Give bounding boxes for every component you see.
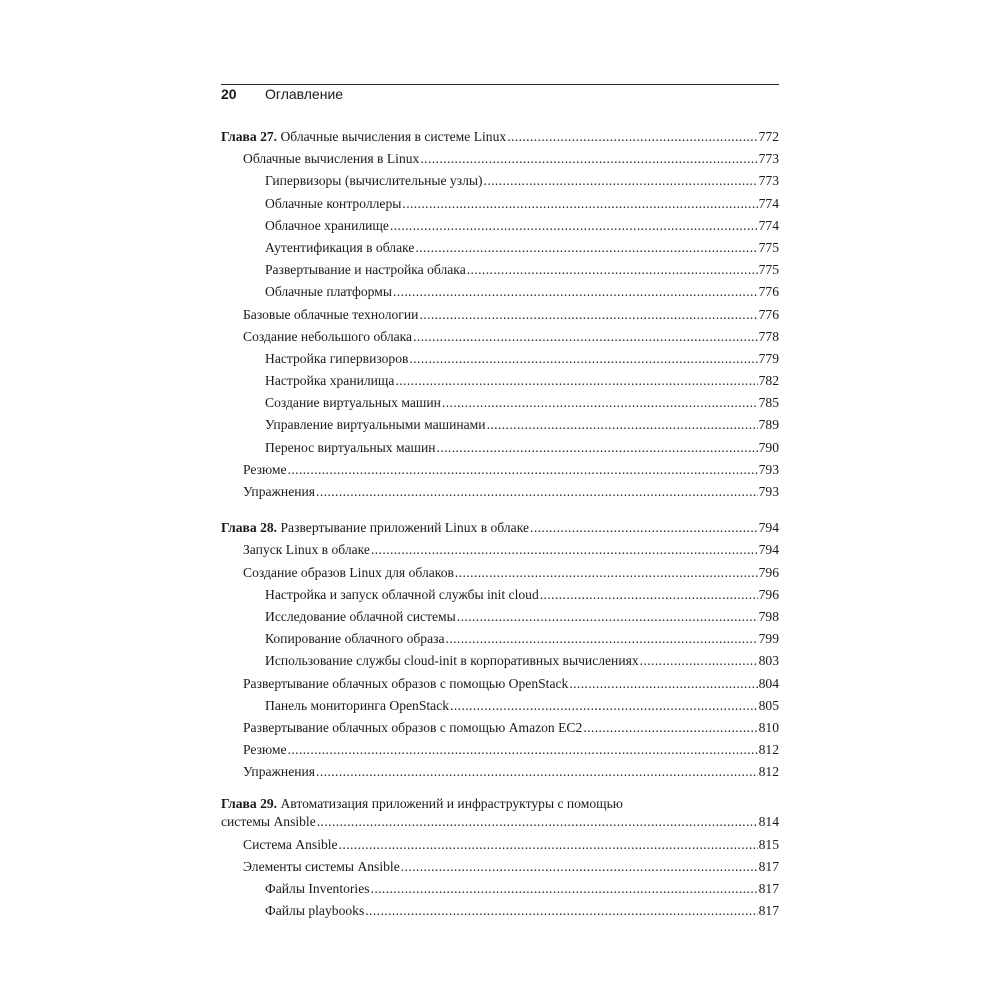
toc-section-entry[interactable] <box>221 326 779 348</box>
toc-subsection-entry[interactable] <box>221 281 779 303</box>
toc-section-entry[interactable] <box>221 761 779 783</box>
entry-title: Облачные контроллеры <box>265 195 402 211</box>
dot-leader <box>569 673 757 695</box>
toc-subsection-entry[interactable] <box>221 170 779 192</box>
entry-page: 775 <box>758 239 779 255</box>
entry-page: 804 <box>758 675 779 691</box>
dot-leader <box>467 259 758 281</box>
dot-leader <box>288 739 758 761</box>
toc-section-entry[interactable] <box>221 304 779 326</box>
toc-section-entry[interactable] <box>221 717 779 739</box>
page-number: 20 <box>221 86 237 102</box>
toc-subsection-entry[interactable] <box>221 584 779 606</box>
toc-subsection-entry[interactable] <box>221 606 779 628</box>
entry-page: 817 <box>758 903 779 919</box>
entry-page: 810 <box>758 719 779 735</box>
entry-title: Развертывание и настройка облака <box>265 262 466 278</box>
chapter-heading <box>221 517 529 539</box>
entry-page: 796 <box>758 586 779 602</box>
entry-page: 776 <box>758 306 779 322</box>
entry-title: Управление виртуальными машинами <box>265 417 486 433</box>
entry-page: 785 <box>758 395 779 411</box>
chapter-entry[interactable] <box>221 126 779 148</box>
entry-title: Файлы Inventories <box>265 881 370 896</box>
entry-title: Использование службы cloud-init в корпоративных вычислениях <box>265 653 639 669</box>
toc-section-entry[interactable] <box>221 148 779 170</box>
toc-section-entry[interactable] <box>221 539 779 561</box>
dot-leader <box>415 237 757 259</box>
dot-leader <box>365 900 757 922</box>
toc-section-entry[interactable] <box>221 481 779 503</box>
entry-page: 775 <box>758 262 779 278</box>
chapter-title-continued: системы Ansible <box>221 814 316 830</box>
entry-title: Создание образов Linux для облаков <box>243 564 454 580</box>
entry-page: 805 <box>758 697 779 713</box>
dot-leader <box>446 628 758 650</box>
entry-title: Запуск Linux в облаке <box>243 542 370 558</box>
dot-leader <box>393 281 758 303</box>
entry-title: Облачные вычисления в Linux <box>243 151 420 167</box>
chapter-page: 772 <box>758 129 779 144</box>
entry-title: Система Ansible <box>243 836 338 852</box>
toc-subsection-entry[interactable] <box>221 437 779 459</box>
chapter-heading-line <box>221 797 779 811</box>
entry-page: 776 <box>758 284 779 300</box>
toc-section-entry[interactable] <box>221 856 779 878</box>
toc-subsection-entry[interactable] <box>221 348 779 370</box>
toc-section-entry[interactable] <box>221 673 779 695</box>
entry-title: Настройка и запуск облачной службы init cloud <box>265 586 539 602</box>
dot-leader <box>487 414 758 436</box>
dot-leader <box>457 606 758 628</box>
entry-page: 803 <box>758 653 779 669</box>
chapter-block <box>221 126 779 503</box>
entry-title: Настройка гипервизоров <box>265 350 409 366</box>
chapter-page: 794 <box>758 520 779 536</box>
dot-leader <box>395 370 757 392</box>
toc-section-entry[interactable] <box>221 739 779 761</box>
entry-title: Развертывание облачных образов с помощью OpenStack <box>243 675 569 691</box>
entry-title: Элементы системы Ansible <box>243 858 400 874</box>
toc-subsection-entry[interactable] <box>221 215 779 237</box>
entry-title: Исследование облачной системы <box>265 608 456 624</box>
dot-leader <box>583 717 757 739</box>
toc-subsection-entry[interactable] <box>221 650 779 672</box>
dot-leader <box>316 481 758 503</box>
dot-leader <box>640 650 758 672</box>
entry-title: Перенос виртуальных машин <box>265 439 436 455</box>
entry-page: 778 <box>758 328 779 344</box>
entry-page: 793 <box>758 484 779 499</box>
entry-page: 774 <box>758 217 779 233</box>
dot-leader <box>288 459 758 481</box>
dot-leader <box>530 517 758 539</box>
dot-leader <box>413 326 758 348</box>
toc-section-entry[interactable] <box>221 834 779 856</box>
entry-title: Создание небольшого облака <box>243 328 413 344</box>
entry-page: 779 <box>758 350 779 366</box>
entry-title: Упражнения <box>243 764 316 780</box>
dot-leader <box>484 170 758 192</box>
chapter-block <box>221 797 779 922</box>
chapter-label: Глава 27. <box>221 129 278 144</box>
dot-leader <box>390 215 758 237</box>
entry-page: 812 <box>758 764 779 780</box>
toc-subsection-entry[interactable] <box>221 193 779 215</box>
chapter-title: Развертывание приложений Linux в облаке <box>280 520 530 536</box>
entry-page: 817 <box>758 858 779 874</box>
entry-title: Облачные платформы <box>265 284 392 300</box>
chapter-entry[interactable] <box>221 517 779 539</box>
entry-title: Аутентификация в облаке <box>265 239 415 255</box>
entry-page: 773 <box>758 173 779 189</box>
entry-page: 793 <box>758 461 779 477</box>
dot-leader <box>507 126 757 148</box>
toc-section-entry[interactable] <box>221 562 779 584</box>
chapter-block <box>221 517 779 783</box>
entry-page: 796 <box>758 564 779 580</box>
entry-title: Базовые облачные технологии <box>243 306 419 322</box>
entry-page: 774 <box>758 195 779 211</box>
dot-leader <box>402 193 757 215</box>
chapter-title: Автоматизация приложений и инфраструктуры с помощью <box>280 796 623 812</box>
chapter-title: Облачные вычисления в системе Linux <box>280 129 507 144</box>
toc-subsection-entry[interactable] <box>221 414 779 436</box>
entry-title: Панель мониторинга OpenStack <box>265 697 450 713</box>
entry-page: 789 <box>758 417 779 433</box>
dot-leader <box>455 562 758 584</box>
dot-leader <box>409 348 757 370</box>
toc-subsection-entry[interactable] <box>221 237 779 259</box>
entry-page: 794 <box>758 542 779 558</box>
entry-title: Развертывание облачных образов с помощью Amazon EC2 <box>243 719 583 735</box>
dot-leader <box>540 584 758 606</box>
chapter-entry[interactable] <box>221 811 779 833</box>
entry-title: Копирование облачного образа <box>265 631 445 647</box>
toc-subsection-entry[interactable] <box>221 370 779 392</box>
entry-title: Настройка хранилища <box>265 373 395 389</box>
entry-page: 815 <box>758 836 779 852</box>
toc-section-entry[interactable] <box>221 459 779 481</box>
toc-subsection-entry[interactable] <box>221 695 779 717</box>
entry-title: Упражнения <box>243 484 316 499</box>
dot-leader <box>317 811 758 833</box>
entry-title: Резюме <box>243 461 287 477</box>
entry-title: Создание виртуальных машин <box>265 395 441 411</box>
chapter-label: Глава 28. <box>221 520 278 536</box>
dot-leader <box>437 437 758 459</box>
chapter-heading <box>221 126 506 148</box>
dot-leader <box>401 856 758 878</box>
toc-subsection-entry[interactable] <box>221 878 779 900</box>
dot-leader <box>419 304 757 326</box>
dot-leader <box>371 878 758 900</box>
entry-page: 773 <box>758 151 779 167</box>
entry-title: Резюме <box>243 742 287 758</box>
entry-page: 790 <box>758 439 779 455</box>
dot-leader <box>339 834 758 856</box>
entry-title: Облачное хранилище <box>265 217 389 233</box>
entry-page: 798 <box>758 608 779 624</box>
running-title: Оглавление <box>265 86 344 102</box>
entry-page: 817 <box>758 881 779 896</box>
dot-leader <box>371 539 758 561</box>
entry-title: Гипервизоры (вычислительные узлы) <box>265 173 483 189</box>
entry-page: 782 <box>758 373 779 389</box>
toc-subsection-entry[interactable] <box>221 392 779 414</box>
chapter-label: Глава 29. <box>221 796 278 812</box>
table-of-contents <box>221 126 779 936</box>
toc-subsection-entry[interactable] <box>221 628 779 650</box>
dot-leader <box>316 761 758 783</box>
entry-title: Файлы playbooks <box>265 903 365 919</box>
dot-leader <box>420 148 757 170</box>
running-header <box>221 84 779 105</box>
toc-subsection-entry[interactable] <box>221 900 779 922</box>
dot-leader <box>450 695 758 717</box>
entry-page: 799 <box>758 631 779 647</box>
toc-subsection-entry[interactable] <box>221 259 779 281</box>
chapter-page: 814 <box>758 814 779 830</box>
entry-page: 812 <box>758 742 779 758</box>
dot-leader <box>442 392 758 414</box>
